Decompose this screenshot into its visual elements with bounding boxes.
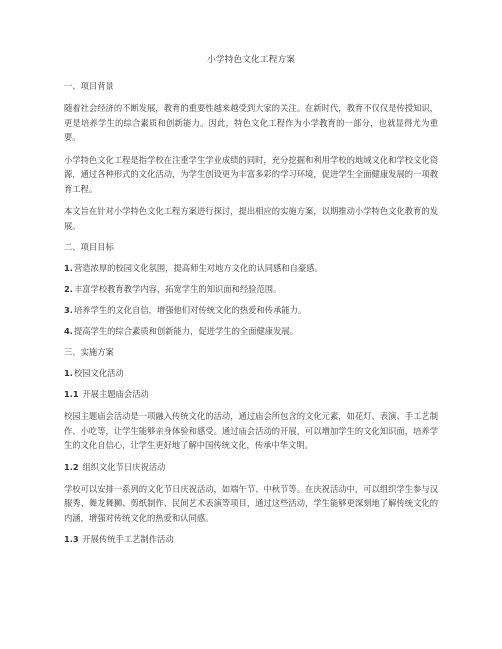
goal-number: 2. [64,284,73,294]
goal-text: 提高学生的综合素质和创新能力，促进学生的全面健康发展。 [73,326,298,336]
goal-number: 3. [64,305,73,315]
subheading-text: 开展传统手工艺制作活动 [82,534,174,544]
paragraph-background-2: 小学特色文化工程是指学校在注重学生学业成绩的同时，充分挖掘和利用学校的地域文化和学校文化资源，通过各种形式的文化活动，为学生创设更为丰富多彩的学习环境，促进学生全面健康发展的一项教育工程。 [64,154,438,194]
paragraph-temple-fair: 校园主题庙会活动是一项融入传统文化的活动，通过庙会所包含的文化元素，如花灯、表演、手工艺制作、小吃等，让学生能够亲身体验和感受。通过庙会活动的开展，可以增加学生的文化知识面，培养学生的文化自信心，让学生更好地了解中国传统文化，传承中华文明。 [64,411,438,450]
goal-item [64,283,438,295]
subheading-number: 1.1 [64,389,79,399]
subheading-handicrafts [64,533,438,545]
subheading-text: 开展主题庙会活动 [82,389,149,399]
section-heading-plan: 三、实施方案 [64,347,114,357]
subheading-campus-activities [64,367,438,379]
goal-item [64,325,438,337]
goal-text: 丰富学校教育教学内容，拓宽学生的知识面和经验范围。 [73,284,282,294]
goal-item [64,304,438,316]
section-heading-background: 一、项目背景 [64,81,114,91]
subheading-number: 1.2 [64,461,79,472]
paragraph-background-1: 随着社会经济的不断发展，教育的重要性越来越受到大家的关注。在新时代，教育不仅仅是传授知识，更是培养学生的综合素质和创新能力。因此，特色文化工程作为小学教育的一部分，也就显得尤为重要。 [64,103,438,142]
subheading-temple-fair [64,388,438,400]
document-title: 小学特色文化工程方案 [207,55,295,65]
subheading-number: 1.3 [64,534,79,544]
paragraph-festivals: 学校可以安排一系列的文化节日庆祝活动，如端午节、中秋节等。在庆祝活动中，可以组织学生参与汉服秀、舞龙舞狮、剪纸制作、民间艺术表演等项目，通过这些活动，学生能够更深刻地了解传统文化的内涵，增强对传统文化的热爱和认同感。 [64,483,438,523]
goal-number: 4. [64,326,73,336]
goal-item [64,262,438,274]
subheading-text: 组织文化节日庆祝活动 [82,461,166,472]
goal-number: 1. [64,263,73,273]
subheading-text: 校园文化活动 [73,368,124,378]
section-heading-goals: 二、项目目标 [64,242,114,252]
goal-text: 营造浓厚的校园文化氛围，提高师生对地方文化的认同感和自豪感。 [73,263,323,273]
paragraph-background-3: 本文旨在针对小学特色文化工程方案进行探讨，提出相应的实施方案，以期推动小学特色文化教育的发展。 [64,206,438,231]
subheading-festivals [64,461,438,473]
subheading-number: 1. [64,368,73,378]
goal-text: 培养学生的文化自信，增强他们对传统文化的热爱和传承能力。 [73,305,307,315]
